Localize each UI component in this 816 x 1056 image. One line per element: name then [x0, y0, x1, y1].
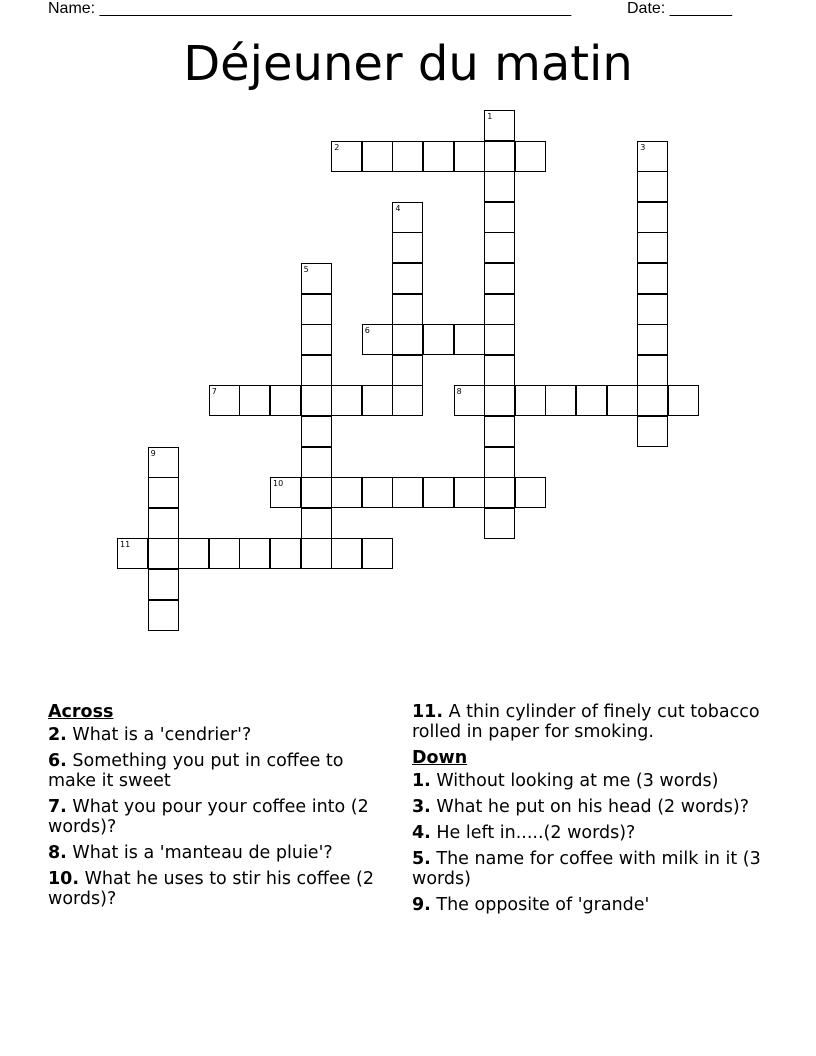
clue-across-7	[48, 797, 388, 837]
cell-number-2: 2	[334, 142, 340, 152]
clue-down-9	[412, 895, 772, 915]
grid-cell[interactable]	[515, 385, 546, 416]
grid-cell[interactable]	[392, 141, 423, 172]
grid-cell[interactable]	[484, 171, 515, 202]
grid-cell[interactable]	[148, 477, 179, 508]
grid-cell[interactable]	[301, 385, 332, 416]
across-heading: Across	[48, 702, 114, 722]
grid-cell[interactable]	[637, 416, 668, 447]
grid-cell[interactable]	[484, 294, 515, 325]
clue-text: The name for coffee with milk in it (3 words)	[412, 849, 761, 889]
clue-across-8	[48, 843, 388, 863]
clue-text: What is a 'manteau de pluie'?	[66, 843, 333, 863]
clue-down-3	[412, 797, 772, 817]
grid-cell[interactable]	[576, 385, 607, 416]
grid-cell[interactable]	[301, 477, 332, 508]
grid-cell[interactable]	[484, 416, 515, 447]
grid-cell[interactable]	[545, 385, 576, 416]
clue-number: 9.	[412, 895, 431, 915]
cell-number-10: 10	[273, 479, 284, 489]
clue-number: 3.	[412, 797, 431, 817]
grid-cell[interactable]	[362, 477, 393, 508]
clue-text: The opposite of 'grande'	[430, 895, 650, 915]
date-label: Date:	[627, 0, 670, 17]
grid-cell[interactable]	[178, 538, 209, 569]
grid-cell[interactable]	[484, 324, 515, 355]
grid-cell[interactable]	[331, 538, 362, 569]
clue-number: 5.	[412, 849, 431, 869]
grid-cell[interactable]	[484, 141, 515, 172]
clue-number: 10.	[48, 869, 80, 889]
grid-cell[interactable]	[423, 141, 454, 172]
grid-cell[interactable]	[484, 355, 515, 386]
clue-across-10	[48, 869, 388, 909]
clue-number: 4.	[412, 823, 431, 843]
grid-cell[interactable]	[637, 355, 668, 386]
grid-cell[interactable]	[515, 141, 546, 172]
cell-number-1: 1	[487, 112, 493, 121]
grid-cell[interactable]	[454, 141, 485, 172]
grid-cell[interactable]	[301, 508, 332, 539]
cell-number-8: 8	[456, 387, 462, 397]
date-line: _______	[669, 0, 732, 17]
grid-cell[interactable]	[239, 385, 270, 416]
grid-cell[interactable]	[423, 324, 454, 355]
grid-cell[interactable]	[392, 324, 423, 355]
cell-number-9: 9	[150, 448, 156, 458]
clue-across-6	[48, 751, 388, 791]
grid-cell[interactable]	[239, 538, 270, 569]
grid-cell[interactable]	[270, 538, 301, 569]
clue-across-2	[48, 725, 388, 745]
grid-cell[interactable]	[148, 569, 179, 600]
grid-cell[interactable]	[392, 385, 423, 416]
grid-cell[interactable]	[148, 600, 179, 631]
grid-cell[interactable]	[362, 538, 393, 569]
clue-text: Something you put in coffee to make it sweet	[48, 751, 344, 791]
puzzle-title: Déjeuner du matin	[183, 36, 633, 92]
grid-cell[interactable]	[331, 385, 362, 416]
clue-text: Without looking at me (3 words)	[430, 771, 719, 791]
grid-cell[interactable]	[331, 477, 362, 508]
grid-cell[interactable]	[637, 202, 668, 233]
clue-number: 7.	[48, 797, 67, 817]
clue-number: 6.	[48, 751, 67, 771]
clues-left-column	[48, 702, 388, 915]
clue-text: What you pour your coffee into (2 words)?	[48, 797, 369, 837]
cell-number-11: 11	[120, 540, 131, 550]
name-label: Name:	[48, 0, 100, 17]
grid-cell[interactable]	[362, 141, 393, 172]
grid-cell[interactable]	[668, 385, 699, 416]
grid-cell[interactable]	[392, 263, 423, 294]
grid-cell[interactable]	[301, 447, 332, 478]
cell-number-6: 6	[364, 326, 370, 336]
grid-cell[interactable]	[637, 263, 668, 294]
grid-cell[interactable]	[301, 294, 332, 325]
clue-down-1	[412, 771, 772, 791]
clue-number: 2.	[48, 725, 67, 745]
grid-cell[interactable]	[392, 477, 423, 508]
grid-cell[interactable]	[392, 294, 423, 325]
grid-cell[interactable]	[637, 324, 668, 355]
grid-cell[interactable]	[637, 232, 668, 263]
clue-text: What is a 'cendrier'?	[66, 725, 252, 745]
clue-text: What he uses to stir his coffee (2 words)?	[48, 869, 375, 909]
clues-right-column	[412, 702, 772, 921]
grid-cell[interactable]	[392, 232, 423, 263]
clue-down-5	[412, 849, 772, 889]
cell-number-7: 7	[211, 387, 217, 397]
grid-cell[interactable]	[454, 477, 485, 508]
grid-cell[interactable]	[484, 477, 515, 508]
grid-cell[interactable]	[148, 508, 179, 539]
clue-across-11	[412, 702, 772, 742]
name-line: _____________________________________________________	[99, 0, 572, 17]
grid-cell[interactable]	[301, 538, 332, 569]
grid-cell[interactable]	[607, 385, 638, 416]
grid-cell[interactable]	[637, 294, 668, 325]
clue-text: A thin cylinder of finely cut tobacco rolled in paper for smoking.	[412, 702, 760, 742]
grid-cell[interactable]	[484, 385, 515, 416]
clue-number: 8.	[48, 843, 67, 863]
grid-cell[interactable]	[270, 385, 301, 416]
grid-cell[interactable]	[484, 508, 515, 539]
grid-cell[interactable]	[423, 477, 454, 508]
grid-cell[interactable]	[637, 385, 668, 416]
grid-cell[interactable]	[484, 263, 515, 294]
grid-cell[interactable]	[209, 538, 240, 569]
clue-number: 11.	[412, 702, 444, 722]
grid-cell[interactable]	[515, 477, 546, 508]
clue-text: He left in.....(2 words)?	[430, 823, 636, 843]
clue-number: 1.	[412, 771, 431, 791]
grid-cell[interactable]	[637, 171, 668, 202]
grid-cell[interactable]	[484, 202, 515, 233]
grid-cell[interactable]	[454, 324, 485, 355]
clue-text: What he put on his head (2 words)?	[430, 797, 749, 817]
clue-down-4	[412, 823, 772, 843]
cell-number-3: 3	[640, 142, 646, 152]
grid-cell[interactable]	[301, 324, 332, 355]
cell-number-4: 4	[395, 203, 401, 213]
grid-cell[interactable]	[484, 232, 515, 263]
grid-cell[interactable]	[392, 355, 423, 386]
cell-number-5: 5	[303, 265, 309, 274]
down-heading: Down	[412, 748, 468, 768]
grid-cell[interactable]	[148, 538, 179, 569]
grid-cell[interactable]	[301, 355, 332, 386]
grid-cell[interactable]	[362, 385, 393, 416]
grid-cell[interactable]	[484, 447, 515, 478]
grid-cell[interactable]	[301, 416, 332, 447]
